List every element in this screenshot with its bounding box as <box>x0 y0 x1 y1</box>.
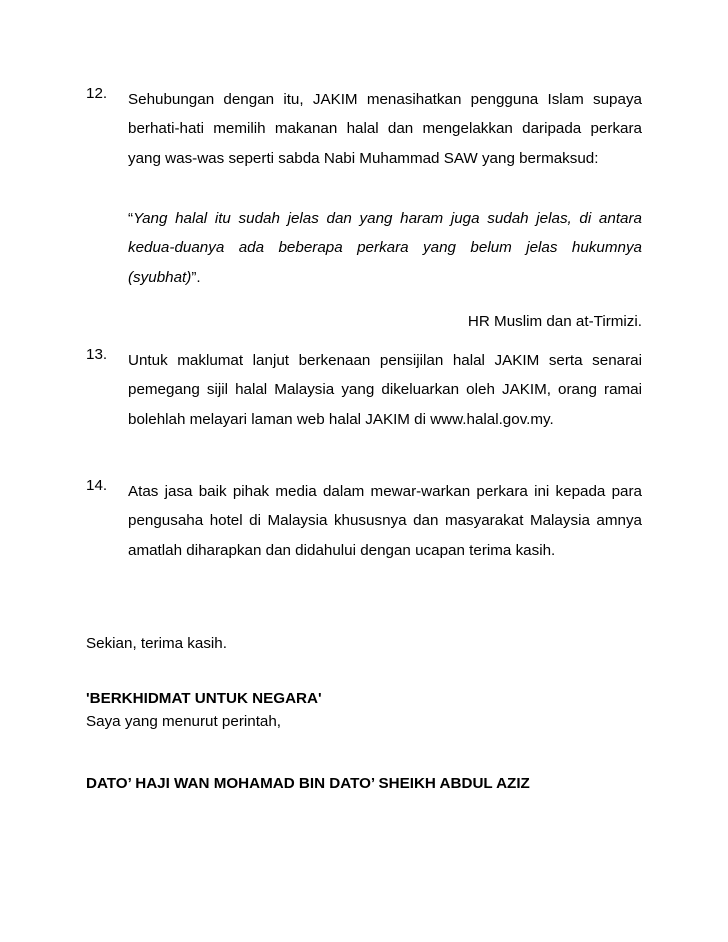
paragraph-13 <box>86 346 642 434</box>
paragraph-text: Atas jasa baik pihak media dalam mewar-warkan perkara ini kepada para pengusaha hotel di Malaysia khususnya dan masyarakat Malaysia amnya amatlah diharapkan dan didahului dengan ucapan terima kasih. <box>128 483 642 559</box>
paragraph-number: 12. <box>86 85 108 102</box>
order-line: Saya yang menurut perintah, <box>86 713 282 730</box>
quote-text: Yang halal itu sudah jelas dan yang haram juga sudah jelas, di antara kedua-duanya ada beberapa perkara yang belum jelas hukumnya (syubhat) <box>128 210 642 286</box>
hadith-reference: HR Muslim dan at-Tirmizi. <box>467 313 642 330</box>
paragraph-number: 14. <box>86 477 108 494</box>
motto: 'BERKHIDMAT UNTUK NEGARA' <box>86 690 322 707</box>
hadith-quote <box>128 204 642 292</box>
signatory-name: DATO’ HAJI WAN MOHAMAD BIN DATO’ SHEIKH ABDUL AZIZ <box>86 775 530 792</box>
paragraph-text: Sehubungan dengan itu, JAKIM menasihatkan pengguna Islam supaya berhati-hati memilih makanan halal dan mengelakkan daripada perkara yang was-was seperti sabda Nabi Muhammad SAW yang bermaksud: <box>128 91 642 167</box>
paragraph-12 <box>86 85 642 173</box>
farewell-line: Sekian, terima kasih. <box>86 635 227 652</box>
quote-open-mark: “ <box>128 210 134 227</box>
paragraph-14 <box>86 477 642 565</box>
paragraph-number: 13. <box>86 346 108 363</box>
paragraph-text: Untuk maklumat lanjut berkenaan pensijilan halal JAKIM serta senarai pemegang sijil halal Malaysia yang dikeluarkan oleh JAKIM, orang ramai bolehlah melayari laman web halal JAKIM di www.halal.gov.my. <box>128 352 642 428</box>
quote-close-mark: ”. <box>191 268 201 286</box>
